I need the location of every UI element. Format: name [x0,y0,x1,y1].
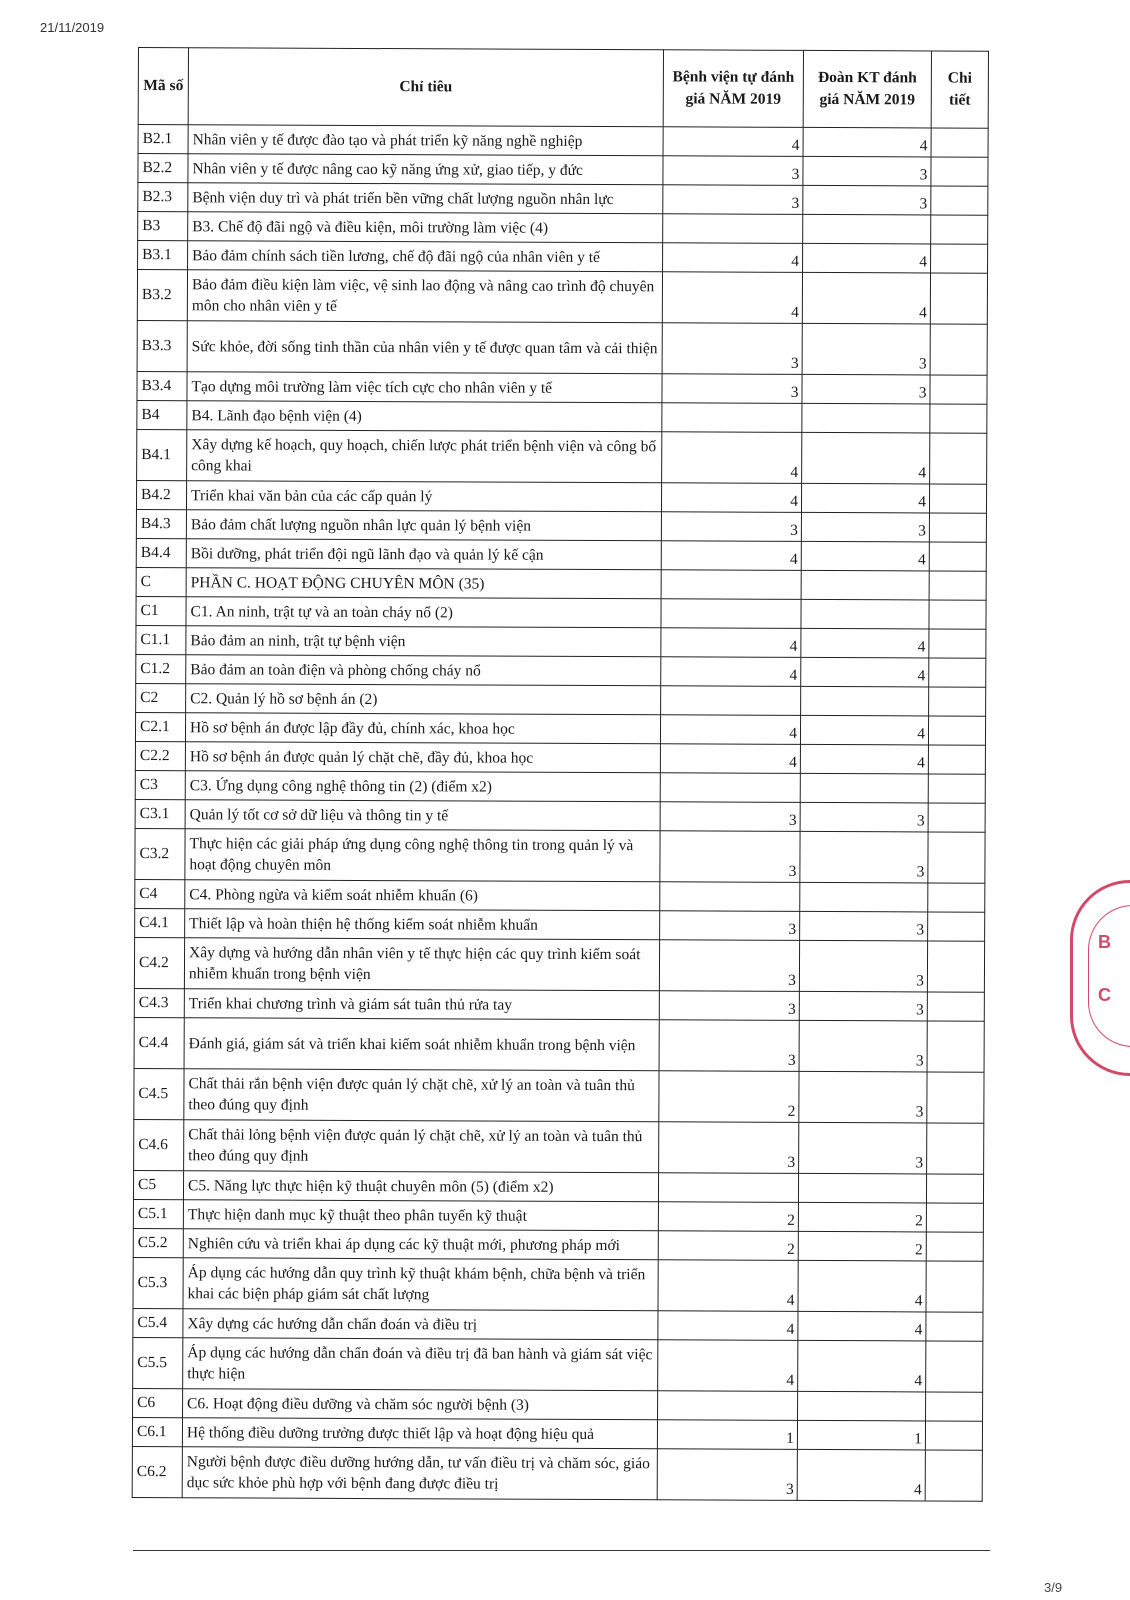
row-team-score: 1 [797,1420,925,1450]
row-criteria: C5. Năng lực thực hiện kỹ thuật chuyên môn (5) (điểm x2) [183,1171,658,1202]
table-row [137,429,987,484]
row-team-score: 4 [802,432,930,484]
table-row [136,567,986,600]
row-self-score: 1 [657,1420,797,1450]
row-detail [926,1203,983,1232]
row-team-score: 3 [799,1071,927,1123]
row-code: C6 [133,1388,183,1417]
row-self-score [660,773,800,803]
row-criteria: Thực hiện danh mục kỹ thuật theo phân tuyến kỹ thuật [183,1200,658,1231]
evaluation-sheet [132,47,988,1502]
row-team-score [798,1173,926,1203]
row-team-score: 3 [799,940,927,992]
row-team-score: 3 [803,185,931,215]
table-row [138,125,988,158]
row-detail [929,484,986,513]
table-row [138,183,988,216]
row-criteria: Hồ sơ bệnh án được quản lý chặt chẽ, đầy đủ, khoa học [185,742,660,773]
row-team-score: 2 [798,1202,926,1232]
row-criteria: B4. Lãnh đạo bệnh viện (4) [187,401,662,432]
row-code: B3.4 [137,371,187,400]
row-code: C4.3 [134,988,184,1017]
row-team-score [802,403,930,433]
header-detail: Chi tiết [931,51,988,128]
row-code: B3 [138,212,188,241]
table-row [134,988,984,1021]
table-row [138,154,988,187]
row-code: C5.2 [133,1228,183,1257]
row-code: B3.3 [137,320,187,371]
row-team-score: 2 [798,1231,926,1261]
row-self-score: 3 [662,374,802,404]
table-row [134,1119,984,1174]
table-row [136,625,986,658]
row-detail [925,1421,982,1450]
row-self-score: 3 [659,991,799,1021]
row-self-score [661,686,801,716]
row-code: C4.6 [134,1119,184,1170]
row-criteria: Sức khỏe, đời sống tinh thần của nhân viên y tế được quan tâm và cải thiện [187,321,662,374]
row-code: B2.2 [138,154,188,183]
header-criteria: Chỉ tiêu [188,48,663,127]
row-criteria: Chất thải lỏng bệnh viện được quản lý chặt chẽ, xử lý an toàn và tuân thủ theo đúng quy định [184,1120,659,1173]
row-self-score [661,570,801,600]
row-criteria: Bảo đảm chính sách tiền lương, chế độ đãi ngộ của nhân viên y tế [188,241,663,272]
row-detail [929,687,986,716]
row-team-score: 4 [803,127,931,157]
row-team-score: 4 [798,1311,926,1341]
row-code: B2.3 [138,183,188,212]
table-row [135,741,985,774]
row-criteria: PHẦN C. HOẠT ĐỘNG CHUYÊN MÔN (35) [186,568,661,599]
row-detail [928,803,985,832]
row-self-score: 4 [663,127,803,157]
row-team-score: 4 [801,541,929,571]
row-criteria: Đánh giá, giám sát và triển khai kiểm soát nhiễm khuẩn trong bệnh viện [184,1018,659,1071]
row-criteria: B3. Chế độ đãi ngộ và điều kiện, môi trường làm việc (4) [188,212,663,243]
row-criteria: Hồ sơ bệnh án được lập đầy đủ, chính xác, khoa học [185,713,660,744]
row-detail [927,1072,984,1123]
row-team-score: 4 [802,272,930,324]
row-team-score [801,686,929,716]
row-detail [928,745,985,774]
row-detail [925,1450,982,1501]
row-team-score [798,1391,926,1421]
row-detail [931,215,988,244]
row-self-score: 4 [662,272,802,324]
row-code: B4.4 [136,538,186,567]
row-team-score: 3 [802,374,930,404]
table-row [135,908,985,941]
table-row [133,1388,983,1421]
row-criteria: Thiết lập và hoàn thiện hệ thống kiểm soát nhiễm khuẩn [185,909,660,940]
row-self-score: 3 [663,185,803,215]
row-code: B3.1 [138,241,188,270]
row-detail [929,629,986,658]
row-self-score: 4 [662,432,802,484]
table-row [133,1199,983,1232]
row-criteria: Xây dựng các hướng dẫn chẩn đoán và điều trị [183,1309,658,1340]
row-self-score: 3 [660,831,800,883]
row-self-score: 4 [658,1340,798,1392]
row-self-score: 2 [658,1231,798,1261]
table-row [133,1170,983,1203]
row-code: C3.1 [135,799,185,828]
row-team-score: 3 [800,911,928,941]
row-team-score: 3 [799,1020,927,1072]
row-self-score: 4 [660,744,800,774]
row-code: C4.2 [134,937,184,988]
red-seal-stamp-inner-ring [1088,905,1130,1047]
row-team-score: 4 [798,1260,926,1312]
header-self-assessment: Bệnh viện tự đánh giá NĂM 2019 [663,50,803,128]
table-row [133,1228,983,1261]
page-number: 3/9 [1044,1580,1063,1595]
row-self-score: 4 [661,657,801,687]
row-criteria: C6. Hoạt động điều dưỡng và chăm sóc người bệnh (3) [183,1389,658,1420]
row-criteria: Triển khai chương trình và giám sát tuân thủ rửa tay [184,989,659,1020]
table-row [136,683,986,716]
row-detail [931,128,988,157]
table-row [135,712,985,745]
row-self-score: 3 [659,940,799,992]
table-row [135,828,985,883]
row-detail [929,600,986,629]
table-row [137,400,987,433]
table-row [133,1337,983,1392]
row-criteria: Bảo đảm điều kiện làm việc, vệ sinh lao động và nâng cao trình độ chuyên môn cho nhân viên y tế [187,270,662,323]
table-row [138,212,988,245]
row-criteria: Nghiên cứu và triển khai áp dụng các kỹ thuật mới, phương pháp mới [183,1229,658,1260]
row-detail [926,1312,983,1341]
row-team-score: 3 [803,156,931,186]
row-self-score: 3 [659,1122,799,1174]
row-code: B4 [137,400,187,429]
row-team-score: 4 [803,243,931,273]
table-row [137,371,987,404]
table-row [136,596,986,629]
header-team-assessment: Đoàn KT đánh giá NĂM 2019 [803,50,931,128]
row-detail [926,1261,983,1312]
row-detail [928,832,985,883]
print-date: 21/11/2019 [40,20,105,35]
row-self-score [662,403,802,433]
row-criteria: C4. Phòng ngừa và kiểm soát nhiễm khuẩn (6) [185,880,660,911]
row-detail [930,375,987,404]
row-self-score: 3 [662,323,802,375]
row-code: B4.2 [136,480,186,509]
row-criteria: Thực hiện các giải pháp ứng dụng công nghệ thông tin trong quản lý và hoạt động chuyên môn [185,829,660,882]
row-detail [929,571,986,600]
header-code: Mã số [138,48,188,125]
row-code: C4.4 [134,1017,184,1068]
row-detail [929,542,986,571]
table-row [138,241,988,274]
row-detail [930,404,987,433]
row-team-score: 4 [800,744,928,774]
row-detail [931,157,988,186]
row-code: C2.2 [135,741,185,770]
row-criteria: Tạo dựng môi trường làm việc tích cực cho nhân viên y tế [187,372,662,403]
row-criteria: Bảo đảm chất lượng nguồn nhân lực quản lý bệnh viện [186,510,661,541]
row-self-score: 4 [661,483,801,513]
row-self-score: 4 [660,715,800,745]
row-detail [927,1021,984,1072]
row-code: C2 [136,683,186,712]
row-code: B4.1 [137,429,187,480]
row-criteria: C1. An ninh, trật tự và an toàn cháy nổ (2) [186,597,661,628]
row-criteria: Bảo đảm an ninh, trật tự bệnh viện [186,626,661,657]
table-row [136,654,986,687]
row-team-score [801,599,929,629]
row-code: C1 [136,596,186,625]
row-code: C4.5 [134,1068,184,1119]
row-self-score: 3 [659,1020,799,1072]
table-body [132,125,988,1502]
row-criteria: Nhân viên y tế được nâng cao kỹ năng ứng xử, giao tiếp, y đức [188,154,663,185]
row-code: B4.3 [136,509,186,538]
row-detail [929,513,986,542]
row-code: C5 [133,1170,183,1199]
stamp-letter-c: C [1098,985,1111,1005]
row-detail [930,324,987,375]
row-detail [930,433,987,484]
table-row [137,270,987,325]
row-team-score: 4 [797,1449,925,1501]
row-detail [927,941,984,992]
table-header-row [138,48,988,129]
row-criteria: Bệnh viện duy trì và phát triển bền vững chất lượng nguồn nhân lực [188,183,663,214]
row-team-score [800,773,928,803]
row-criteria: C2. Quản lý hồ sơ bệnh án (2) [186,684,661,715]
row-self-score: 3 [660,802,800,832]
row-self-score [663,214,803,244]
row-detail [928,774,985,803]
criteria-table [132,47,989,1502]
table-row [132,1417,982,1450]
row-code: B2.1 [138,125,188,154]
table-row [133,1257,983,1312]
row-criteria: Nhân viên y tế được đào tạo và phát triển kỹ năng nghề nghiệp [188,125,663,156]
row-code: C4.1 [135,908,185,937]
row-code: C2.1 [135,712,185,741]
row-self-score: 2 [659,1071,799,1123]
table-row [136,509,986,542]
row-criteria: C3. Ứng dụng công nghệ thông tin (2) (điểm x2) [185,771,660,802]
row-criteria: Người bệnh được điều dưỡng hướng dẫn, tư vấn điều trị và chăm sóc, giáo dục sức khỏe phù hợp với bệnh đang được điều trị [182,1447,657,1500]
row-team-score: 3 [800,831,928,883]
row-self-score [660,882,800,912]
row-team-score: 3 [802,323,930,375]
row-code: C3.2 [135,828,185,879]
row-code: C6.1 [132,1417,182,1446]
row-code: C5.1 [133,1199,183,1228]
table-row [136,538,986,571]
row-code: C5.3 [133,1257,183,1308]
row-code: C1.1 [136,625,186,654]
row-self-score [658,1391,798,1421]
row-criteria: Chất thải rắn bệnh viện được quản lý chặt chẽ, xử lý an toàn và tuân thủ theo đúng quy định [184,1069,659,1122]
row-detail [928,883,985,912]
row-team-score: 4 [801,628,929,658]
table-row [134,1068,984,1123]
row-team-score [800,882,928,912]
table-row [134,937,984,992]
row-team-score: 3 [800,802,928,832]
row-detail [926,1341,983,1392]
row-self-score [658,1173,798,1203]
row-self-score: 3 [661,512,801,542]
row-detail [926,1174,983,1203]
row-team-score: 4 [801,657,929,687]
row-detail [926,1392,983,1421]
row-detail [928,912,985,941]
row-code: B3.2 [137,270,187,321]
row-self-score: 3 [660,911,800,941]
table-row [135,879,985,912]
row-criteria: Áp dụng các hướng dẫn quy trình kỹ thuật khám bệnh, chữa bệnh và triển khai các biện pháp giám sát chất lượng [183,1258,658,1311]
row-detail [926,1232,983,1261]
row-detail [931,244,988,273]
row-detail [929,658,986,687]
row-self-score: 3 [657,1449,797,1501]
row-team-score: 4 [800,715,928,745]
row-criteria: Quản lý tốt cơ sở dữ liệu và thông tin y tế [185,800,660,831]
row-detail [927,1123,984,1174]
table-row [135,799,985,832]
row-criteria: Bảo đảm an toàn điện và phòng chống cháy nổ [186,655,661,686]
row-self-score: 3 [663,156,803,186]
table-row [136,480,986,513]
row-criteria: Triển khai văn bản của các cấp quản lý [186,481,661,512]
table-row [132,1446,982,1501]
row-criteria: Hệ thống điều dưỡng trưởng được thiết lập và hoạt động hiệu quả [182,1418,657,1449]
row-detail [931,186,988,215]
row-detail [930,273,987,324]
row-criteria: Xây dựng và hướng dẫn nhân viên y tế thực hiện các quy trình kiểm soát nhiễm khuẩn trong bệnh viện [184,938,659,991]
row-self-score: 2 [658,1202,798,1232]
table-row [137,320,987,375]
row-detail [927,992,984,1021]
row-team-score: 3 [799,991,927,1021]
row-team-score [801,570,929,600]
row-self-score [661,599,801,629]
row-criteria: Áp dụng các hướng dẫn chẩn đoán và điều trị đã ban hành và giám sát việc thực hiện [183,1338,658,1391]
row-team-score [803,214,931,244]
row-code: C5.4 [133,1308,183,1337]
row-team-score: 3 [799,1122,927,1174]
table-row [133,1308,983,1341]
row-detail [928,716,985,745]
row-self-score: 4 [658,1311,798,1341]
table-row [135,770,985,803]
row-code: C1.2 [136,654,186,683]
row-code: C6.2 [132,1446,182,1497]
row-self-score: 4 [658,1260,798,1312]
row-code: C4 [135,879,185,908]
row-team-score: 4 [801,483,929,513]
row-criteria: Bồi dưỡng, phát triển đội ngũ lãnh đạo và quản lý kế cận [186,539,661,570]
stamp-letter-b: B [1098,932,1111,952]
row-code: C3 [135,770,185,799]
row-code: C [136,567,186,596]
row-self-score: 4 [661,541,801,571]
row-code: C5.5 [133,1337,183,1388]
row-team-score: 3 [801,512,929,542]
row-self-score: 4 [663,243,803,273]
row-team-score: 4 [798,1340,926,1392]
table-row [134,1017,984,1072]
row-self-score: 4 [661,628,801,658]
bottom-rule [133,1550,990,1551]
row-criteria: Xây dựng kế hoạch, quy hoạch, chiến lược phát triển bệnh viện và công bố công khai [187,430,662,483]
